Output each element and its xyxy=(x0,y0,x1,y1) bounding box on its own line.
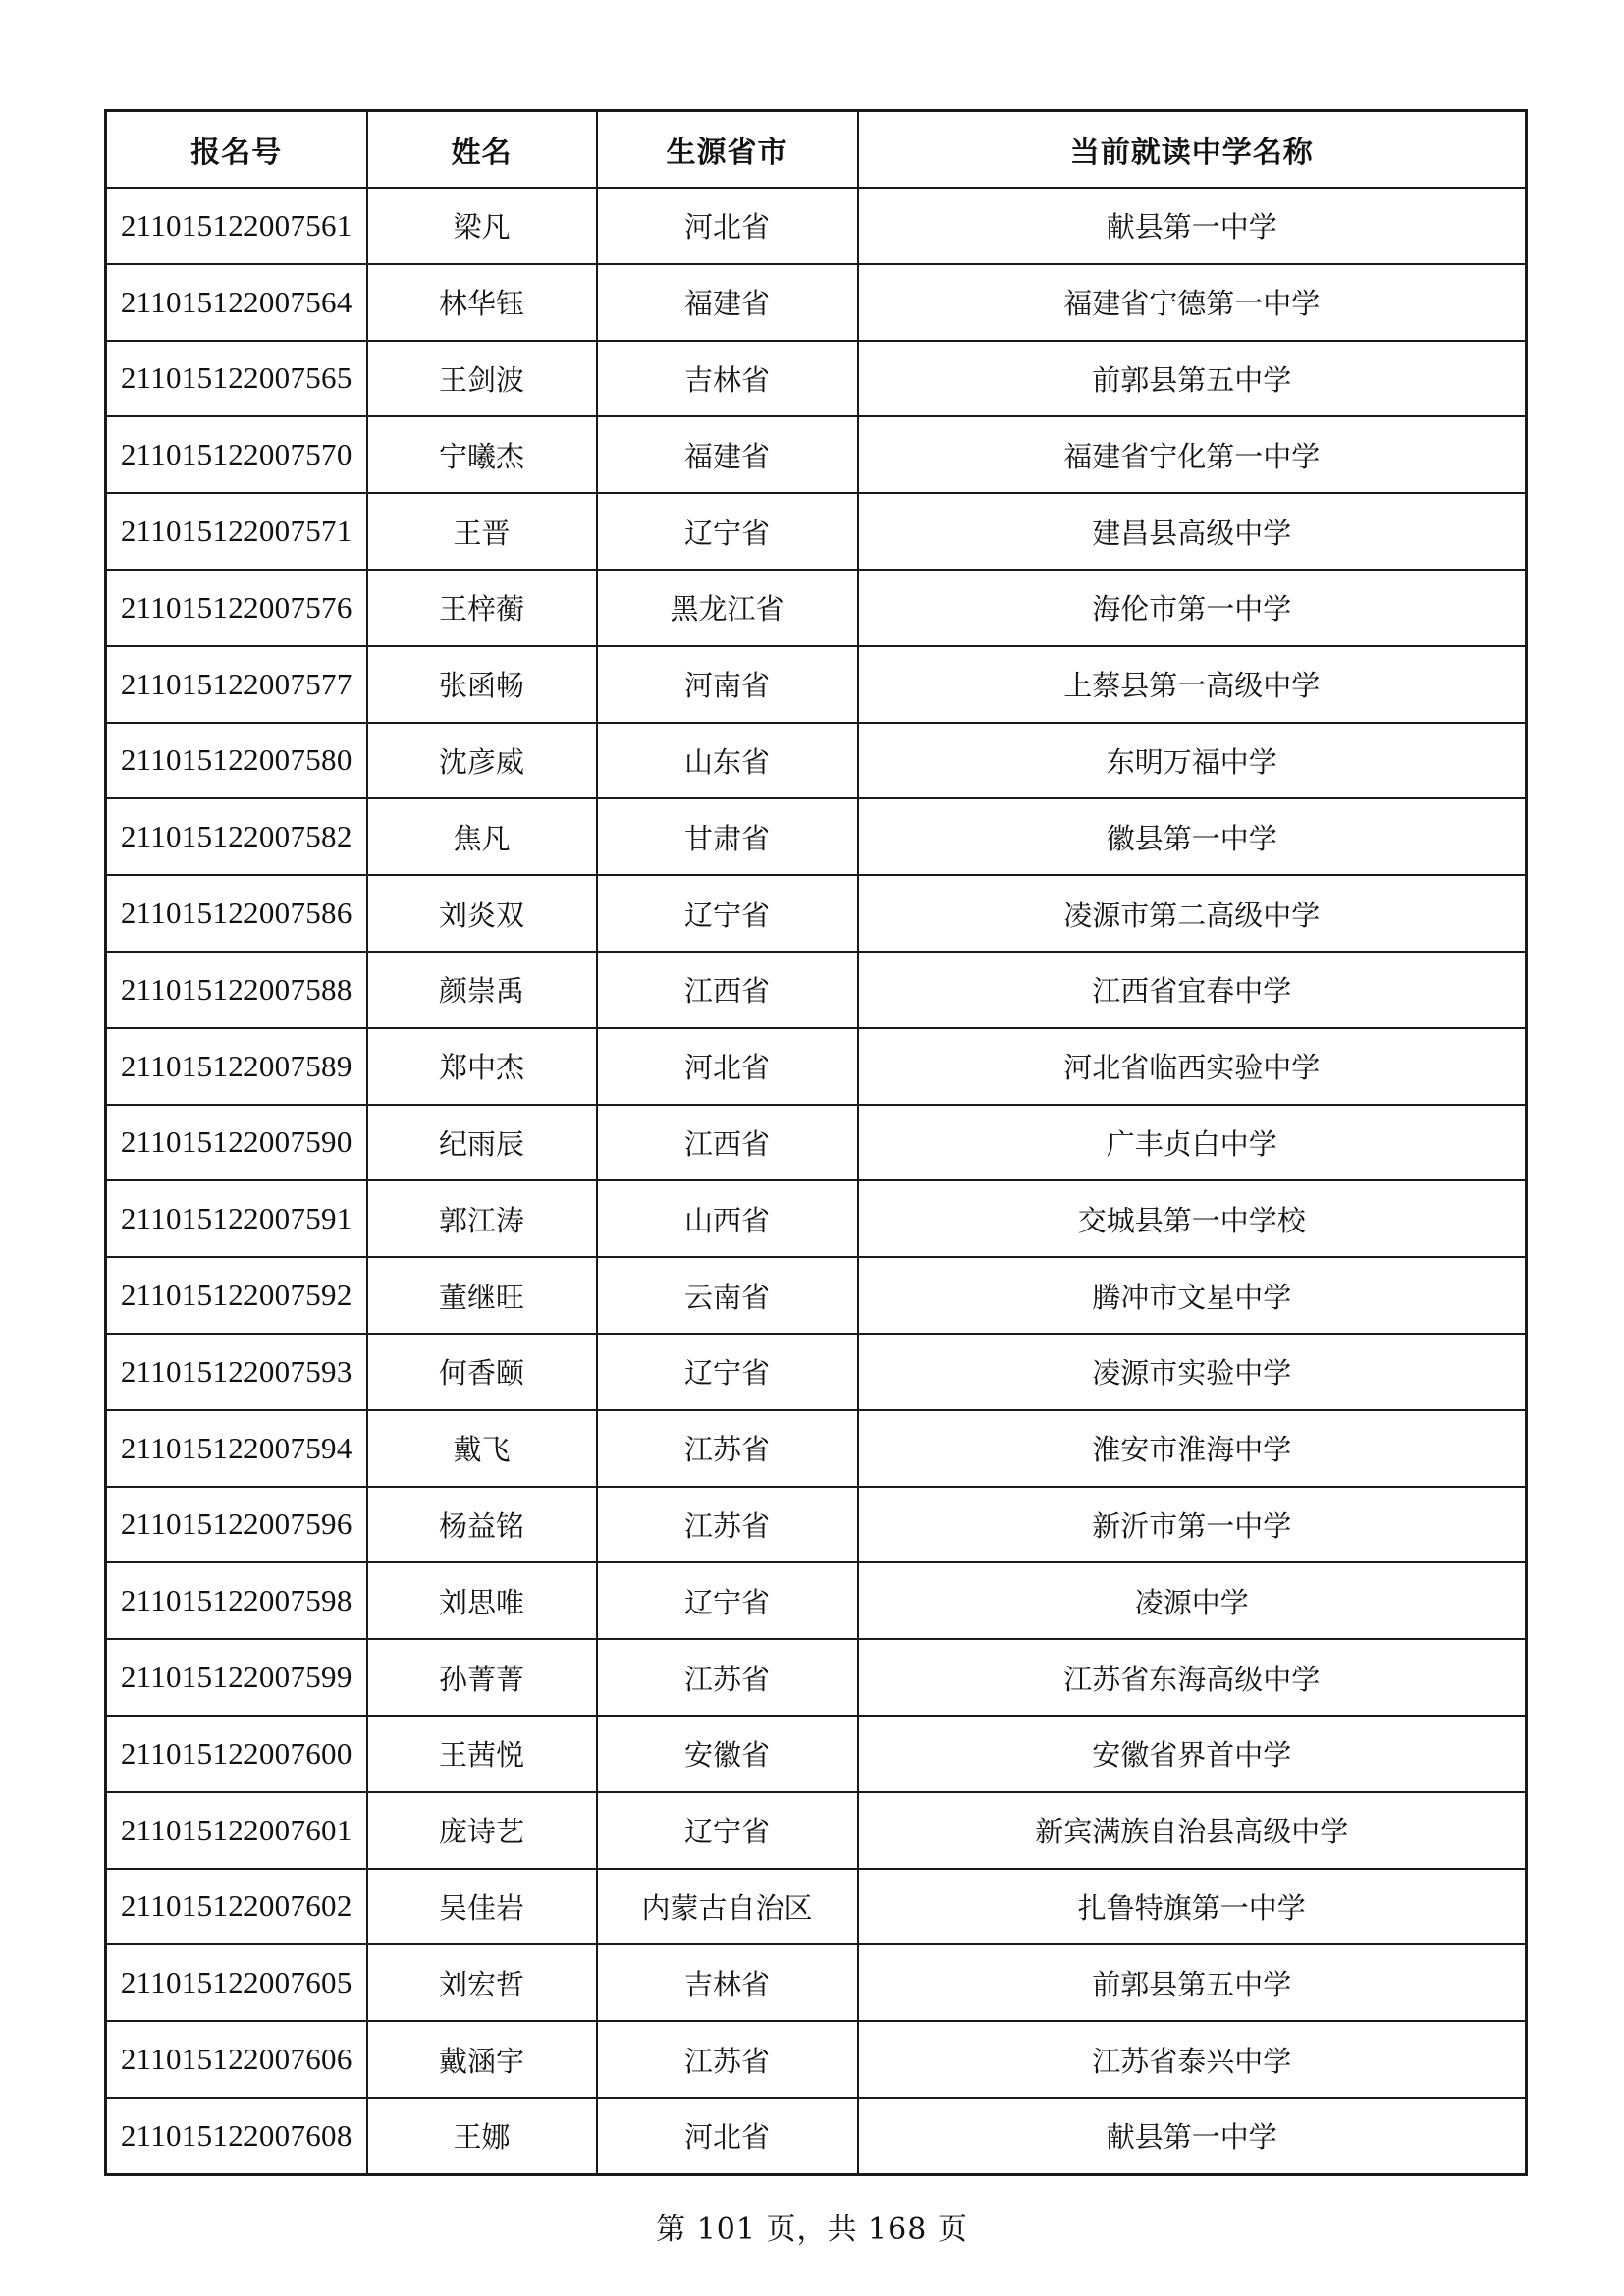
registration-number-cell: 211015122007564 xyxy=(106,264,367,341)
registration-number-cell: 211015122007591 xyxy=(106,1180,367,1257)
school-cell: 前郭县第五中学 xyxy=(858,341,1527,417)
province-cell: 河北省 xyxy=(597,188,858,264)
registration-number-cell: 211015122007601 xyxy=(106,1792,367,1869)
table-row xyxy=(106,2021,1527,2098)
header-province: 生源省市 xyxy=(597,111,858,189)
province-cell: 黑龙江省 xyxy=(597,570,858,646)
province-cell: 云南省 xyxy=(597,1257,858,1334)
registration-number-cell: 211015122007598 xyxy=(106,1562,367,1639)
province-cell: 江西省 xyxy=(597,1105,858,1181)
table-row xyxy=(106,1944,1527,2021)
table-row xyxy=(106,1716,1527,1792)
name-cell: 王剑波 xyxy=(367,341,597,417)
registration-number-cell: 211015122007596 xyxy=(106,1487,367,1563)
registration-number-cell: 211015122007590 xyxy=(106,1105,367,1181)
province-cell: 江苏省 xyxy=(597,2021,858,2098)
school-cell: 献县第一中学 xyxy=(858,2098,1527,2174)
name-cell: 林华钰 xyxy=(367,264,597,341)
name-cell: 戴飞 xyxy=(367,1410,597,1487)
registration-number-cell: 211015122007600 xyxy=(106,1716,367,1792)
table-row xyxy=(106,264,1527,341)
province-cell: 山东省 xyxy=(597,723,858,799)
name-cell: 董继旺 xyxy=(367,1257,597,1334)
registration-number-cell: 211015122007599 xyxy=(106,1639,367,1716)
province-cell: 江苏省 xyxy=(597,1639,858,1716)
province-cell: 辽宁省 xyxy=(597,493,858,570)
school-cell: 建昌县高级中学 xyxy=(858,493,1527,570)
name-cell: 孙菁菁 xyxy=(367,1639,597,1716)
school-cell: 凌源市第二高级中学 xyxy=(858,875,1527,952)
registration-number-cell: 211015122007565 xyxy=(106,341,367,417)
name-cell: 沈彦威 xyxy=(367,723,597,799)
name-cell: 宁曦杰 xyxy=(367,416,597,493)
table-row xyxy=(106,646,1527,723)
province-cell: 山西省 xyxy=(597,1180,858,1257)
student-table xyxy=(104,109,1528,2176)
table-row xyxy=(106,1639,1527,1716)
table-row xyxy=(106,2098,1527,2174)
header-registration-number: 报名号 xyxy=(106,111,367,189)
school-cell: 新沂市第一中学 xyxy=(858,1487,1527,1563)
school-cell: 交城县第一中学校 xyxy=(858,1180,1527,1257)
province-cell: 福建省 xyxy=(597,264,858,341)
name-cell: 张函畅 xyxy=(367,646,597,723)
registration-number-cell: 211015122007576 xyxy=(106,570,367,646)
table-row xyxy=(106,416,1527,493)
table-row xyxy=(106,1869,1527,1945)
school-cell: 福建省宁德第一中学 xyxy=(858,264,1527,341)
province-cell: 江西省 xyxy=(597,952,858,1028)
name-cell: 戴涵宇 xyxy=(367,2021,597,2098)
registration-number-cell: 211015122007606 xyxy=(106,2021,367,2098)
header-school: 当前就读中学名称 xyxy=(858,111,1527,189)
table-row xyxy=(106,875,1527,952)
table-row xyxy=(106,723,1527,799)
school-cell: 江西省宜春中学 xyxy=(858,952,1527,1028)
school-cell: 徽县第一中学 xyxy=(858,798,1527,875)
province-cell: 安徽省 xyxy=(597,1716,858,1792)
table-row xyxy=(106,188,1527,264)
name-cell: 颜崇禹 xyxy=(367,952,597,1028)
province-cell: 江苏省 xyxy=(597,1487,858,1563)
province-cell: 辽宁省 xyxy=(597,1792,858,1869)
table-row xyxy=(106,952,1527,1028)
table-row xyxy=(106,341,1527,417)
table-row xyxy=(106,798,1527,875)
registration-number-cell: 211015122007592 xyxy=(106,1257,367,1334)
table-row xyxy=(106,1792,1527,1869)
school-cell: 东明万福中学 xyxy=(858,723,1527,799)
table-row xyxy=(106,1105,1527,1181)
name-cell: 吴佳岩 xyxy=(367,1869,597,1945)
school-cell: 淮安市淮海中学 xyxy=(858,1410,1527,1487)
school-cell: 福建省宁化第一中学 xyxy=(858,416,1527,493)
school-cell: 献县第一中学 xyxy=(858,188,1527,264)
table-row xyxy=(106,1334,1527,1410)
name-cell: 郑中杰 xyxy=(367,1028,597,1105)
province-cell: 福建省 xyxy=(597,416,858,493)
school-cell: 广丰贞白中学 xyxy=(858,1105,1527,1181)
name-cell: 何香颐 xyxy=(367,1334,597,1410)
school-cell: 江苏省泰兴中学 xyxy=(858,2021,1527,2098)
province-cell: 江苏省 xyxy=(597,1410,858,1487)
name-cell: 刘思唯 xyxy=(367,1562,597,1639)
name-cell: 王晋 xyxy=(367,493,597,570)
name-cell: 杨益铭 xyxy=(367,1487,597,1563)
name-cell: 庞诗艺 xyxy=(367,1792,597,1869)
registration-number-cell: 211015122007593 xyxy=(106,1334,367,1410)
school-cell: 上蔡县第一高级中学 xyxy=(858,646,1527,723)
table-row xyxy=(106,1180,1527,1257)
school-cell: 凌源市实验中学 xyxy=(858,1334,1527,1410)
province-cell: 甘肃省 xyxy=(597,798,858,875)
name-cell: 王娜 xyxy=(367,2098,597,2174)
page-footer: 第 101 页，共 168 页 xyxy=(656,2213,968,2247)
province-cell: 辽宁省 xyxy=(597,875,858,952)
school-cell: 扎鲁特旗第一中学 xyxy=(858,1869,1527,1945)
province-cell: 河北省 xyxy=(597,1028,858,1105)
table-row xyxy=(106,1257,1527,1334)
header-name: 姓名 xyxy=(367,111,597,189)
name-cell: 纪雨辰 xyxy=(367,1105,597,1181)
school-cell: 河北省临西实验中学 xyxy=(858,1028,1527,1105)
registration-number-cell: 211015122007594 xyxy=(106,1410,367,1487)
registration-number-cell: 211015122007588 xyxy=(106,952,367,1028)
province-cell: 河北省 xyxy=(597,2098,858,2174)
name-cell: 王茜悦 xyxy=(367,1716,597,1792)
name-cell: 王梓蘅 xyxy=(367,570,597,646)
table-row xyxy=(106,1562,1527,1639)
registration-number-cell: 211015122007571 xyxy=(106,493,367,570)
school-cell: 安徽省界首中学 xyxy=(858,1716,1527,1792)
province-cell: 吉林省 xyxy=(597,1944,858,2021)
registration-number-cell: 211015122007577 xyxy=(106,646,367,723)
name-cell: 焦凡 xyxy=(367,798,597,875)
registration-number-cell: 211015122007570 xyxy=(106,416,367,493)
name-cell: 刘宏哲 xyxy=(367,1944,597,2021)
table-row xyxy=(106,570,1527,646)
registration-number-cell: 211015122007589 xyxy=(106,1028,367,1105)
province-cell: 吉林省 xyxy=(597,341,858,417)
province-cell: 内蒙古自治区 xyxy=(597,1869,858,1945)
registration-number-cell: 211015122007582 xyxy=(106,798,367,875)
registration-number-cell: 211015122007586 xyxy=(106,875,367,952)
school-cell: 前郭县第五中学 xyxy=(858,1944,1527,2021)
province-cell: 辽宁省 xyxy=(597,1562,858,1639)
school-cell: 腾冲市文星中学 xyxy=(858,1257,1527,1334)
registration-number-cell: 211015122007605 xyxy=(106,1944,367,2021)
registration-number-cell: 211015122007608 xyxy=(106,2098,367,2174)
table-row xyxy=(106,1410,1527,1487)
name-cell: 郭江涛 xyxy=(367,1180,597,1257)
name-cell: 梁凡 xyxy=(367,188,597,264)
registration-number-cell: 211015122007561 xyxy=(106,188,367,264)
registration-number-cell: 211015122007580 xyxy=(106,723,367,799)
province-cell: 辽宁省 xyxy=(597,1334,858,1410)
school-cell: 凌源中学 xyxy=(858,1562,1527,1639)
table-row xyxy=(106,493,1527,570)
school-cell: 江苏省东海高级中学 xyxy=(858,1639,1527,1716)
name-cell: 刘炎双 xyxy=(367,875,597,952)
table-row xyxy=(106,1028,1527,1105)
school-cell: 海伦市第一中学 xyxy=(858,570,1527,646)
province-cell: 河南省 xyxy=(597,646,858,723)
registration-number-cell: 211015122007602 xyxy=(106,1869,367,1945)
school-cell: 新宾满族自治县高级中学 xyxy=(858,1792,1527,1869)
header-row xyxy=(106,111,1527,189)
table-row xyxy=(106,1487,1527,1563)
